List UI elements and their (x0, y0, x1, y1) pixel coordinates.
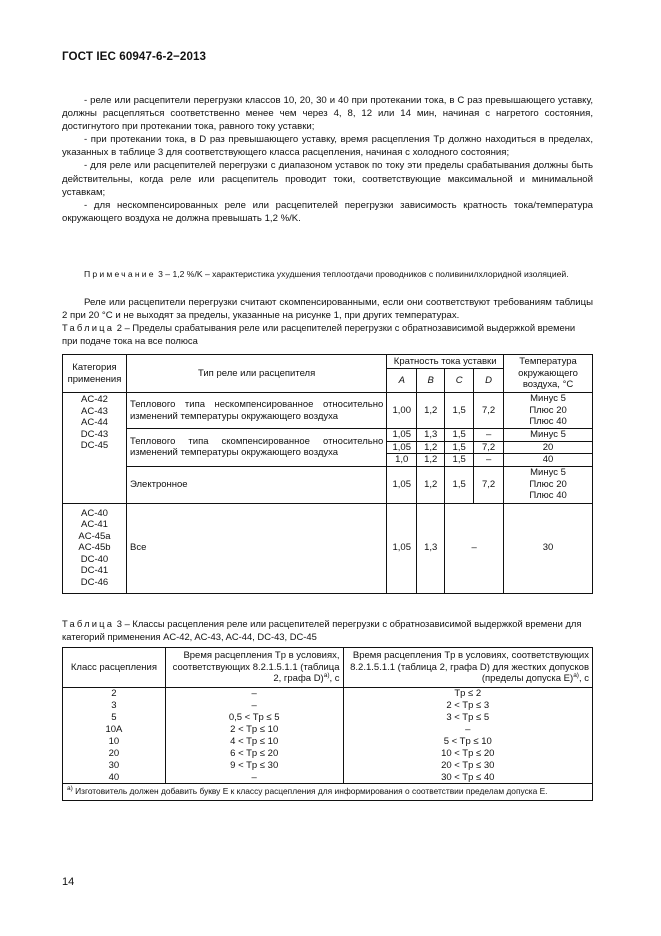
table-row: 40 – 30 < Tp ≤ 40 (63, 772, 593, 784)
table-row: 5 0,5 < Tp ≤ 5 3 < Tp ≤ 5 (63, 712, 593, 724)
col-header-category: Категория применения (63, 355, 127, 393)
col-header-multiple: Кратность тока уставки (387, 355, 504, 369)
table-row: Теплового типа скомпенсированное относительно изменений температуры окружающего воздуха 1,05 1,3 1,5 – Минус 5 (63, 429, 593, 442)
table-row: 1,0 1,2 1,5 – 40 (63, 454, 593, 467)
table-row: 10 4 < Tp ≤ 10 5 < Tp ≤ 10 (63, 736, 593, 748)
table-row: 20 6 < Tp ≤ 20 10 < Tp ≤ 20 (63, 748, 593, 760)
requirements-list (62, 94, 593, 225)
col-header-d: D (474, 369, 504, 393)
col-header-b: B (417, 369, 445, 393)
table-row: 10A 2 < Tp ≤ 10 – (63, 724, 593, 736)
table-2-trip-limits (62, 354, 593, 594)
col-header-temperature: Температура окружающего воздуха, °С (504, 355, 593, 393)
requirement-item: - для реле или расцепителей перегрузки с диапазоном уставок по току эти пределы срабатывания должны быть действительны, когда реле или расцепитель проводит токи, соответствующие максимальной и минимальной уставкам; (62, 160, 593, 198)
page-number: 14 (62, 876, 75, 888)
compensated-paragraph: Реле или расцепители перегрузки считают скомпенсированными, если они соответствуют требованиям таблицы 2 при 20 °С и не выходят за пределы, указанные на рисунке 1, при других температурах. (62, 297, 593, 322)
col-header-type: Тип реле или расцепителя (126, 355, 386, 393)
requirement-item: - для нескомпенсированных реле или расцепителей перегрузки зависимость кратность тока/температура окружающего воздуха не должна превышать 1,2 %/K. (62, 199, 593, 224)
table-row: 3 – 2 < Tp ≤ 3 (63, 700, 593, 712)
col-header-class: Класс расцепления (63, 648, 166, 688)
col-header-standard-time: Время расцепления Tp в условиях, соответствующих 8.2.1.5.1.1 (таблица 2, графа D)$^{a)}$, с (165, 648, 343, 688)
table3-caption: Таблица 3 – Классы расцепления реле или расцепителей перегрузки с обратнозависимой выдержкой времени для категорий применения AC-42, AC-43, AC-44, DC-43, DC-45 (62, 618, 582, 642)
category-list-2: AC-40 AC-41 AC-45a AC-45b DC-40 DC-41 DC-46 (63, 503, 127, 593)
col-header-a: A (387, 369, 417, 393)
table3-footnote: $^{a)}$ Изготовитель должен добавить букву Е к классу расцепления для информирования о соответствии пределам допуска Е. (63, 784, 593, 801)
table-row: AC-40 AC-41 AC-45a AC-45b DC-40 DC-41 DC-46 Все 1,05 1,3 – 30 (63, 503, 593, 593)
note (62, 268, 593, 280)
table-row: Электронное 1,05 1,2 1,5 7,2 Минус 5 Плюс 20 Плюс 40 (63, 466, 593, 503)
col-header-tight-time: Время расцепления Tp в условиях, соответствующих 8.2.1.5.1.1 (таблица 2, графа D) для жестких допусков (пределы допуска Е)$^{a)}$, с (343, 648, 592, 688)
table-row: 1,05 1,2 1,5 7,2 20 (63, 441, 593, 454)
table-row: 2 – Tp ≤ 2 (63, 688, 593, 700)
table-row: 30 9 < Tp ≤ 30 20 < Tp ≤ 30 (63, 760, 593, 772)
note-label: Примечание (84, 269, 156, 279)
col-header-c: C (445, 369, 474, 393)
requirement-item: - реле или расцепители перегрузки классов 10, 20, 30 и 40 при протекании тока, в C раз превышающего уставку, должны расцепляться соответственно менее чем через 4, 8, 12 или 14 мин, начиная с нагретого состояния, достигнутого при протекании тока, равного току уставки; (62, 95, 593, 133)
category-list-1: AC-42 AC-43 AC-44 DC-43 DC-45 (63, 393, 127, 504)
requirement-item: - при протекании тока, в D раз превышающего уставку, время расцепления Tp должно находиться в пределах, указанных в таблице 3 для соответствующего класса расцепления, начиная с холодного состояния; (62, 134, 593, 159)
document-header: ГОСТ IEC 60947-6-2−2013 (62, 50, 207, 63)
note-text: 3 – 1,2 %/K – характеристика ухудшения теплоотдачи проводников с поливинилхлоридной изоляцией. (155, 269, 569, 279)
table-row: AC-42 AC-43 AC-44 DC-43 DC-45 Теплового типа нескомпенсированное относительно изменений температуры окружающего воздуха 1,00 1,2 1,5 7,2 Минус 5 Плюс 20 Плюс 40 (63, 393, 593, 429)
table-3-trip-classes (62, 647, 593, 801)
table2-caption: Таблица 2 – Пределы срабатывания реле или расцепителей перегрузки с обратнозависимой выдержкой времени при подаче тока на все полюса (62, 322, 576, 346)
